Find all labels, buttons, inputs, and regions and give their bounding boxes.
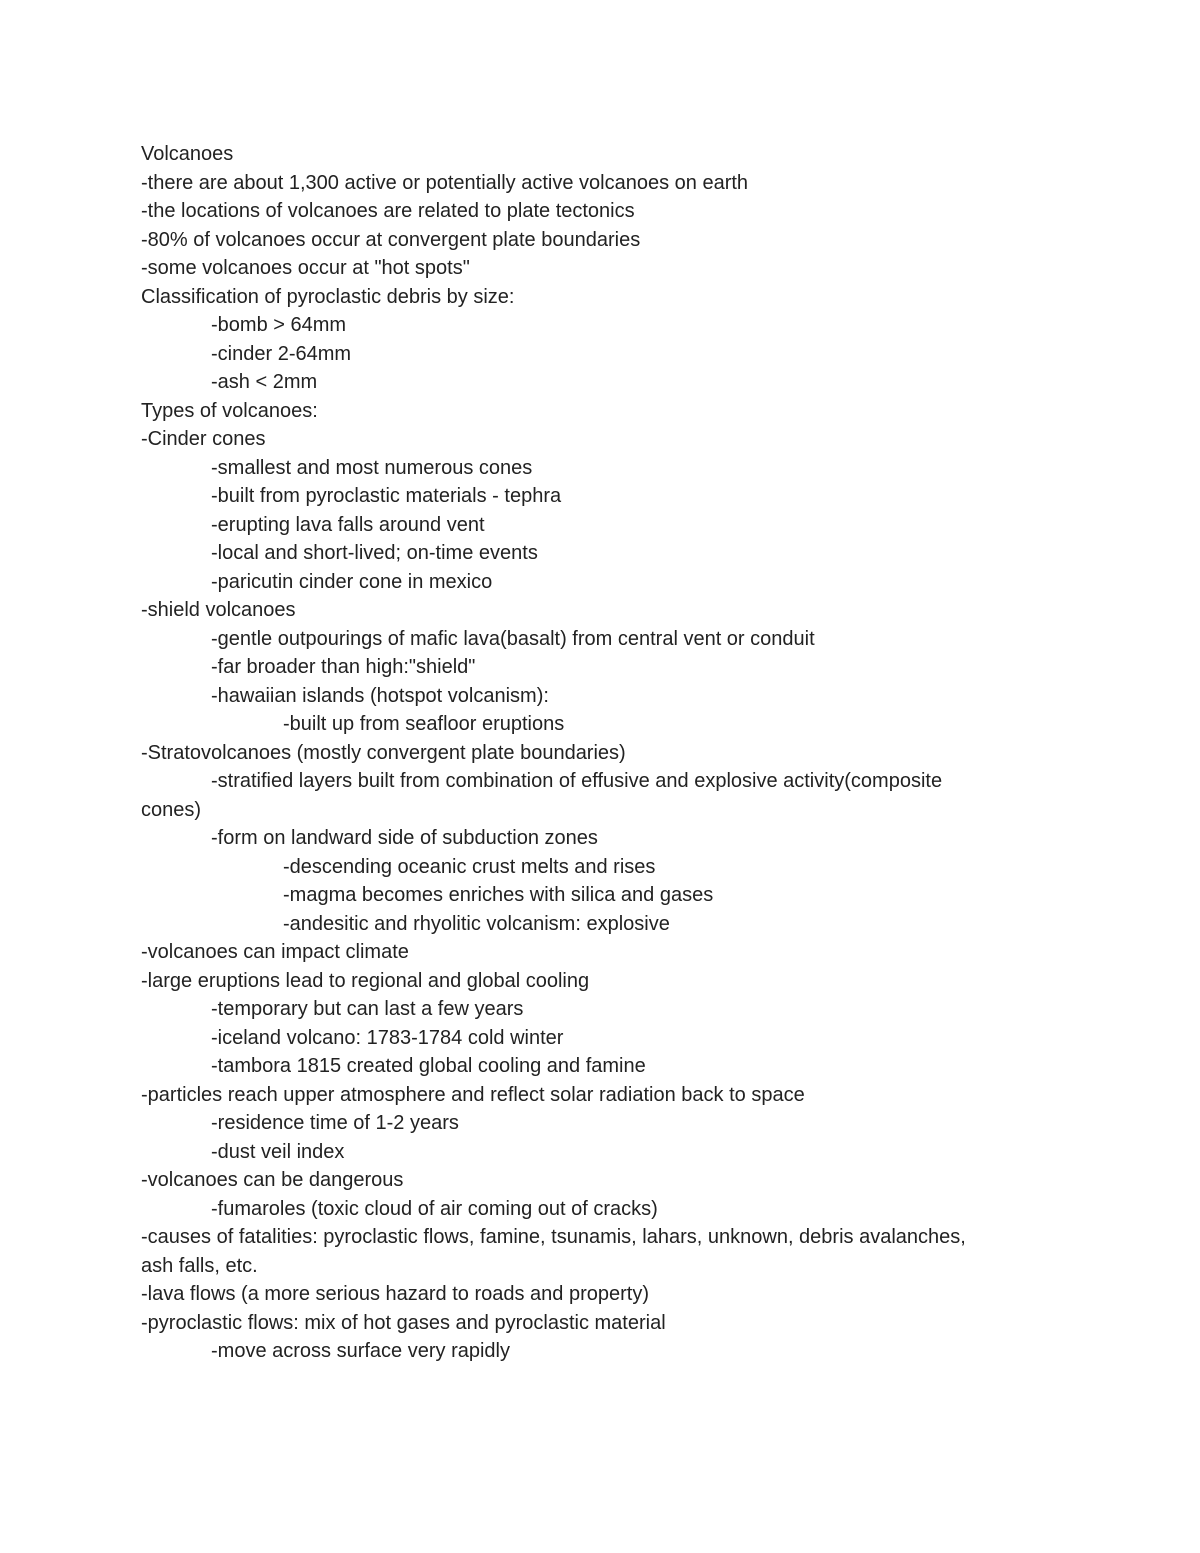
text-line: -80% of volcanoes occur at convergent plate boundaries	[141, 228, 641, 251]
text-line: -bomb > 64mm	[211, 314, 347, 336]
text-line: -Stratovolcanoes (mostly convergent plate boundaries)	[141, 741, 626, 764]
text-line: -local and short-lived; on-time events	[211, 542, 538, 564]
text-line: -residence time of 1-2 years	[211, 1112, 459, 1134]
document-body	[141, 140, 1041, 1366]
text-line: -some volcanoes occur at "hot spots"	[141, 257, 470, 279]
text-line: -far broader than high:"shield"	[211, 656, 476, 678]
text-line: -descending oceanic crust melts and rises	[283, 855, 656, 878]
text-line: -built up from seafloor eruptions	[283, 713, 565, 735]
text-line: -smallest and most numerous cones	[211, 456, 533, 479]
text-line: cones)	[141, 798, 202, 821]
text-line: -pyroclastic flows: mix of hot gases and pyroclastic material	[141, 1311, 666, 1334]
text-line: -erupting lava falls around vent	[211, 513, 485, 536]
text-line: -stratified layers built from combination of effusive and explosive activity(composite	[211, 770, 943, 792]
text-line: ash falls, etc.	[141, 1254, 258, 1277]
text-line: -paricutin cinder cone in mexico	[211, 570, 493, 593]
text-line: -volcanoes can be dangerous	[141, 1169, 404, 1191]
text-line: Classification of pyroclastic debris by size:	[141, 285, 515, 308]
text-line: -volcanoes can impact climate	[141, 941, 409, 963]
text-line: Types of volcanoes:	[141, 399, 318, 422]
text-line: -magma becomes enriches with silica and gases	[283, 884, 714, 906]
text-line: -ash < 2mm	[211, 371, 318, 393]
text-line: -temporary but can last a few years	[211, 998, 524, 1020]
text-line: -shield volcanoes	[141, 599, 296, 621]
text-line: -Cinder cones	[141, 428, 266, 450]
text-line: -dust veil index	[211, 1140, 345, 1163]
text-line: -hawaiian islands (hotspot volcanism):	[211, 684, 549, 707]
text-line: -particles reach upper atmosphere and reflect solar radiation back to space	[141, 1083, 805, 1106]
text-line: -cinder 2-64mm	[211, 342, 352, 365]
text-line: -move across surface very rapidly	[211, 1340, 510, 1362]
text-line: -lava flows (a more serious hazard to roads and property)	[141, 1283, 650, 1305]
text-line: -andesitic and rhyolitic volcanism: explosive	[283, 912, 670, 935]
text-line: -gentle outpourings of mafic lava(basalt) from central vent or conduit	[211, 627, 815, 650]
text-line: -the locations of volcanoes are related to plate tectonics	[141, 200, 635, 222]
text-line: -large eruptions lead to regional and global cooling	[141, 969, 590, 992]
text-line: -form on landward side of subduction zones	[211, 827, 598, 849]
text-line: -iceland volcano: 1783-1784 cold winter	[211, 1026, 564, 1049]
text-line: -built from pyroclastic materials - tephra	[211, 485, 562, 507]
text-line: -there are about 1,300 active or potentially active volcanoes on earth	[141, 171, 749, 194]
text-line: -tambora 1815 created global cooling and famine	[211, 1055, 646, 1077]
document-title: Volcanoes	[141, 143, 234, 165]
text-line: -fumaroles (toxic cloud of air coming out of cracks)	[211, 1197, 658, 1220]
text-line: -causes of fatalities: pyroclastic flows, famine, tsunamis, lahars, unknown, debris avalanches,	[141, 1226, 966, 1248]
